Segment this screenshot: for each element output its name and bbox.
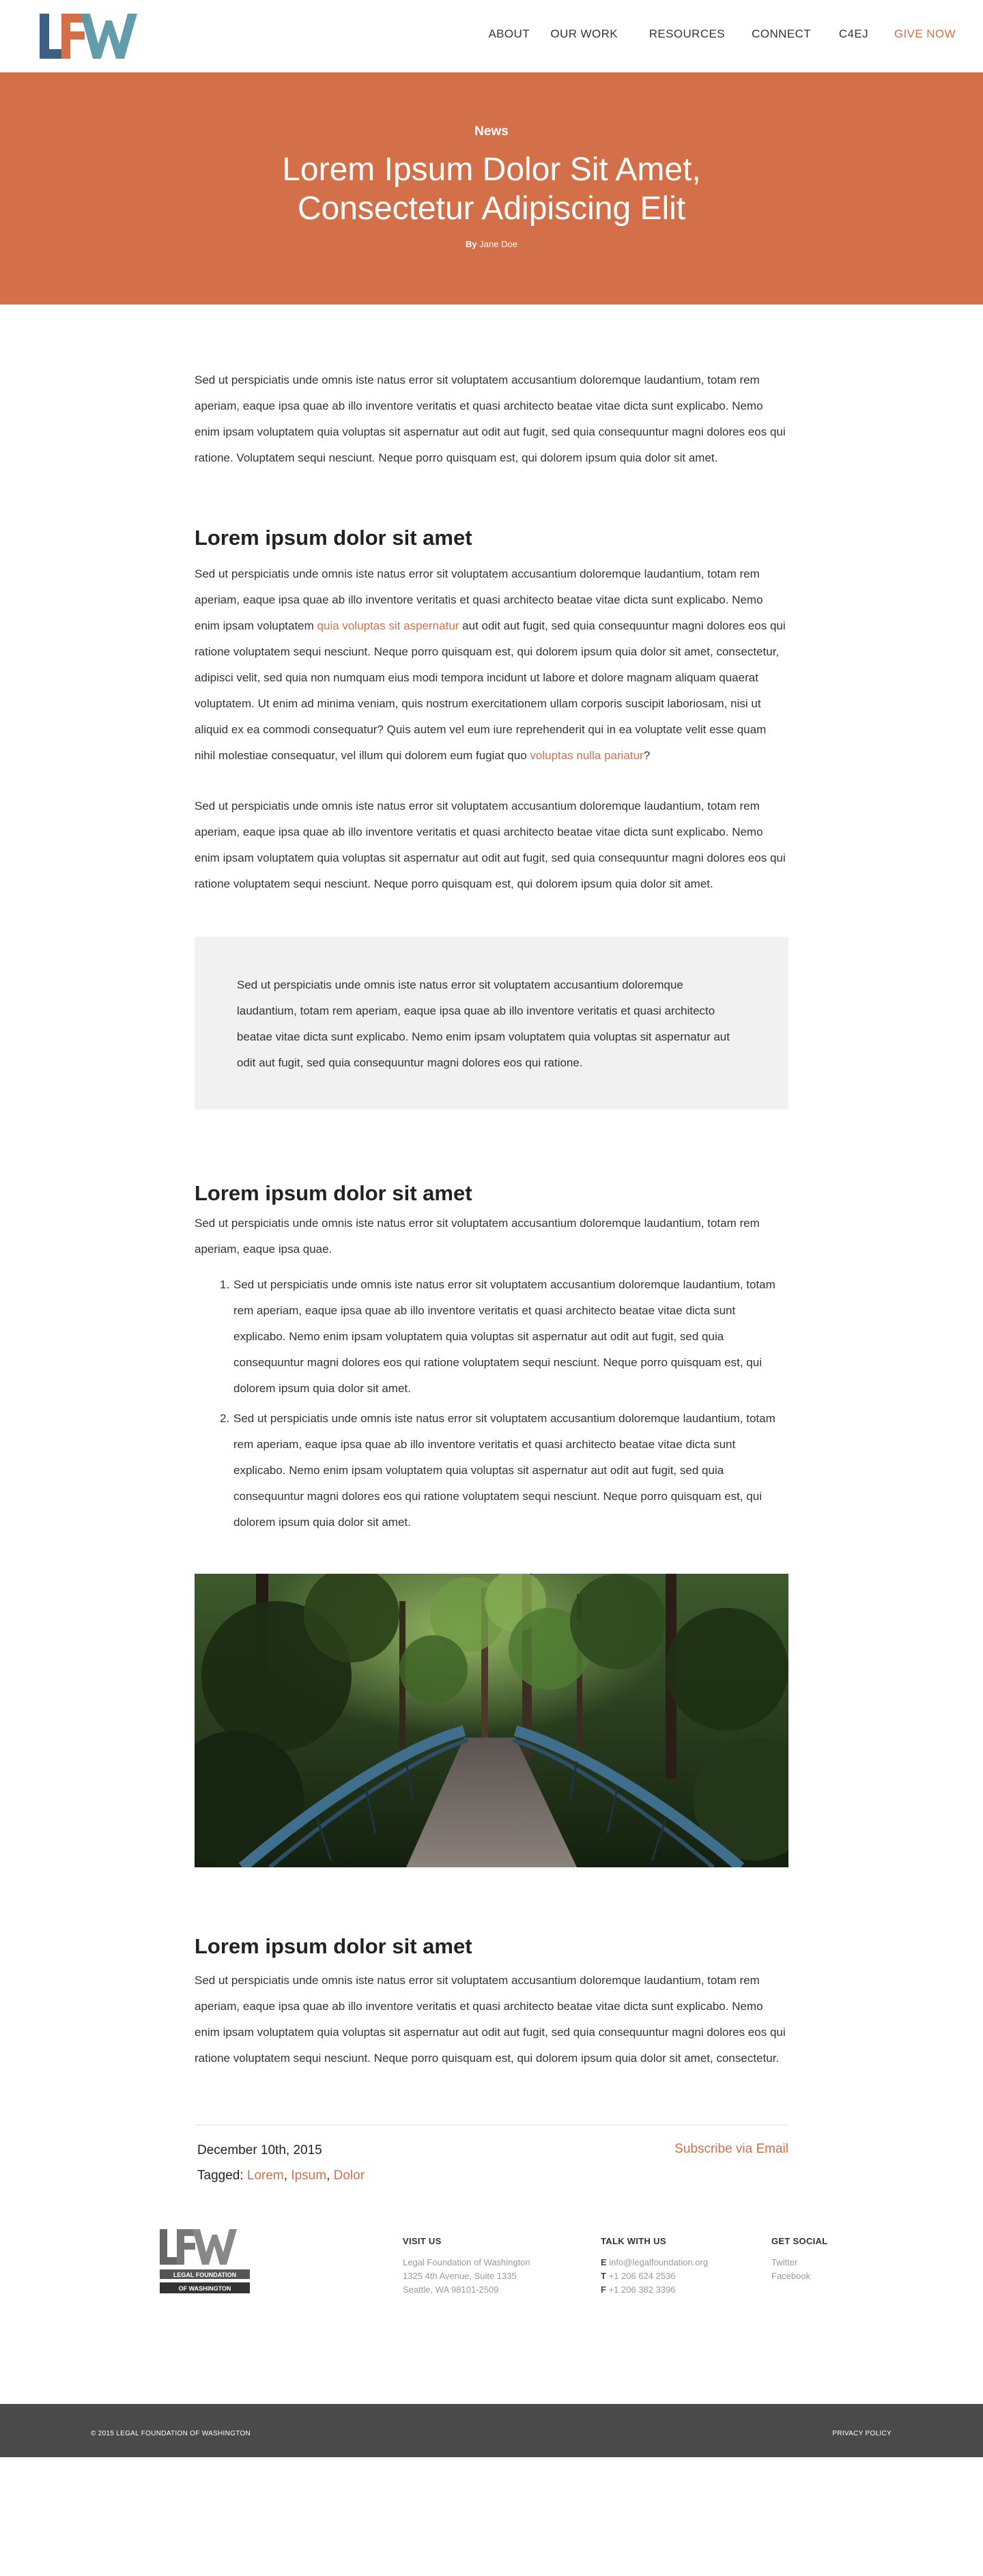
nav-item-give-now[interactable]: GIVE NOW xyxy=(894,27,956,40)
list-item-text: Sed ut perspiciatis unde omnis iste natus error sit voluptatem accusantium doloremque laudantium, totam rem aperiam, eaque ipsa quae ab illo inventore veritatis et quasi architecto beatae vitae dicta sunt explicabo. Nemo enim ipsam voluptatem quia voluptas sit aspernatur aut odit aut fugit, sed quia consequuntur magni dolores eos qui ratione voluptatem sequi nesciunt. Neque porro quisquam est, qui dolorem ipsum quia dolor sit amet. xyxy=(233,1412,775,1529)
list-item-text: Sed ut perspiciatis unde omnis iste natus error sit voluptatem accusantium doloremque laudantium, totam rem aperiam, eaque ipsa quae ab illo inventore veritatis et quasi architecto beatae vitae dicta sunt explicabo. Nemo enim ipsam voluptatem quia voluptas sit aspernatur aut odit aut fugit, sed quia consequuntur magni dolores eos qui ratione voluptatem sequi nesciunt. Neque porro quisquam est, qui dolorem ipsum quia dolor sit amet. xyxy=(233,1278,775,1395)
nav-item-our-work[interactable]: OUR WORK xyxy=(550,27,618,40)
section-heading: Lorem ipsum dolor sit amet xyxy=(195,1934,472,1958)
bottom-bar xyxy=(0,2404,983,2457)
contact-value: +1 206 624 2536 xyxy=(608,2271,676,2281)
page-title-line1: Lorem Ipsum Dolor Sit Amet, xyxy=(282,152,701,188)
tag-link[interactable]: Dolor xyxy=(333,2168,365,2183)
paragraph-text: ? xyxy=(643,749,651,762)
article-body xyxy=(195,305,788,2221)
nav-item-about[interactable]: ABOUT xyxy=(488,27,530,40)
ordered-list xyxy=(195,1272,788,1535)
byline-prefix: By xyxy=(466,239,477,249)
contact-label: F xyxy=(601,2284,606,2295)
footer-get-social xyxy=(771,2236,827,2283)
social-link-facebook[interactable]: Facebook xyxy=(771,2271,811,2281)
contact-fax xyxy=(601,2283,708,2297)
paragraph-text: aut odit aut fugit, sed quia consequuntur magni dolores eos qui ratione voluptatem sequi nesciunt. Neque porro quisquam est, qui dolorem ipsum quia dolor sit amet, consectetur, adipisci velit, sed quia non numquam eius modi tempora incidunt ut labore et dolore magnam aliquam quaerat voluptatem. Ut enim ad minima veniam, quis nostrum exercitationem ullam corporis suscipit laboriosam, nisi ut aliquid ex ea commodi consequatur? Quis autem vel eum iure reprehenderit qui in ea voluptate velit esse quam nihil molestiae consequatur, vel illum qui dolorem eum fugiat quo xyxy=(195,619,786,762)
social-link-twitter[interactable]: Twitter xyxy=(771,2257,798,2267)
contact-email xyxy=(601,2256,708,2269)
list-item-number: 2. xyxy=(220,1412,230,1425)
list-item-number: 1. xyxy=(220,1278,230,1291)
section-heading: Lorem ipsum dolor sit amet xyxy=(195,526,472,550)
copyright: © 2015 LEGAL FOUNDATION OF WASHINGTON xyxy=(91,2430,251,2437)
article-meta xyxy=(195,2125,788,2221)
hero-banner xyxy=(0,72,983,305)
contact-value: +1 206 382 3396 xyxy=(608,2284,676,2295)
contact-label: T xyxy=(601,2271,606,2281)
tags-label: Tagged: xyxy=(197,2168,244,2183)
lfw-footer-logo-icon xyxy=(160,2229,250,2295)
article-photo-forest-bridge xyxy=(195,1574,788,1867)
pull-quote xyxy=(195,937,788,1109)
page-title xyxy=(0,150,983,228)
tag-link[interactable]: Ipsum xyxy=(291,2168,327,2183)
footer-logo-caption-line2: OF WASHINGTON xyxy=(178,2285,231,2292)
tag-link[interactable]: Lorem xyxy=(246,2168,284,2183)
body-paragraph: Sed ut perspiciatis unde omnis iste natus error sit voluptatem accusantium doloremque laudantium, totam rem aperiam, eaque ipsa quae. xyxy=(195,1217,760,1256)
logo[interactable] xyxy=(40,14,150,59)
list-item xyxy=(220,1272,788,1402)
address-line: 1325 4th Avenue, Suite 1335 xyxy=(403,2271,517,2281)
list-item xyxy=(220,1406,788,1535)
nav-item-connect[interactable]: CONNECT xyxy=(752,27,811,40)
contact-value[interactable]: info@legalfoundation.org xyxy=(609,2257,709,2267)
page-title-line2: Consectetur Adipiscing Elit xyxy=(297,190,686,227)
contact-label: E xyxy=(601,2257,607,2267)
footer-talk-with-us xyxy=(601,2236,708,2297)
hero-category: News xyxy=(474,124,509,139)
body-paragraph: Sed ut perspiciatis unde omnis iste natus error sit voluptatem accusantium doloremque laudantium, totam rem aperiam, eaque ipsa quae ab illo inventore veritatis et quasi architecto beatae vitae dicta sunt explicabo. Nemo enim ipsam voluptatem quia voluptas sit aspernatur aut odit aut fugit, sed quia consequuntur magni dolores eos qui ratione voluptatem sequi nesciunt. Neque porro quisquam est, qui dolorem ipsum quia dolor sit amet, consectetur. xyxy=(195,1974,786,2065)
pull-quote-text: Sed ut perspiciatis unde omnis iste natus error sit voluptatem accusantium doloremque laudantium, totam rem aperiam, eaque ipsa quae ab illo inventore veritatis et quasi architecto beatae vitae dicta sunt explicabo. Nemo enim ipsam voluptatem quia voluptas sit aspernatur aut odit aut fugit, sed quia consequuntur magni dolores eos qui ratione. xyxy=(237,978,730,1069)
nav-item-resources[interactable]: RESOURCES xyxy=(649,27,725,40)
paragraph-text: Sed ut perspiciatis unde omnis iste natus error sit voluptatem accusantium doloremque laudantium, totam rem aperiam, eaque ipsa quae ab illo inventore veritatis et quasi architecto beatae vitae dicta sunt explicabo. Nemo enim ipsam voluptatem xyxy=(195,567,763,632)
byline xyxy=(0,239,983,249)
contact-phone xyxy=(601,2269,708,2283)
nav-item-c4ej[interactable]: C4EJ xyxy=(838,27,868,40)
site-footer xyxy=(0,2221,983,2404)
footer-logo-caption-line1: LEGAL FOUNDATION xyxy=(173,2271,237,2278)
body-paragraph: Sed ut perspiciatis unde omnis iste natus error sit voluptatem accusantium doloremque laudantium, totam rem aperiam, eaque ipsa quae ab illo inventore veritatis et quasi architecto beatae vitae dicta sunt explicabo. Nemo enim ipsam voluptatem quia voluptas sit aspernatur aut odit aut fugit, sed quia consequuntur magni dolores eos qui ratione voluptatem sequi nesciunt. Neque porro quisquam est, qui dolorem ipsum quia dolor sit amet. xyxy=(195,799,786,890)
footer-logo xyxy=(160,2229,250,2295)
body-paragraph xyxy=(195,561,788,769)
intro-paragraph: Sed ut perspiciatis unde omnis iste natus error sit voluptatem accusantium doloremque laudantium, totam rem aperiam, eaque ipsa quae ab illo inventore veritatis et quasi architecto beatae vitae dicta sunt explicabo. Nemo enim ipsam voluptatem quia voluptas sit aspernatur aut odit aut fugit, sed quia consequuntur magni dolores eos qui ratione. Voluptatem sequi nesciunt. Neque porro quisquam est, qui dolorem ipsum quia dolor sit amet. xyxy=(195,373,786,464)
inline-link[interactable]: quia voluptas sit aspernatur xyxy=(317,619,459,632)
address-line: Seattle, WA 98101-2509 xyxy=(403,2284,499,2295)
post-tags: Tagged: Lorem, Ipsum, Dolor xyxy=(197,2168,365,2183)
forest-bridge-image xyxy=(195,1574,788,1867)
footer-visit-us xyxy=(403,2236,530,2297)
subscribe-email-link[interactable]: Subscribe via Email xyxy=(674,2142,788,2156)
footer-heading: VISIT US xyxy=(403,2236,442,2246)
privacy-policy-link[interactable]: PRIVACY POLICY xyxy=(832,2430,892,2437)
footer-heading: TALK WITH US xyxy=(601,2236,666,2246)
inline-link[interactable]: voluptas nulla pariatur xyxy=(530,749,644,762)
footer-heading: GET SOCIAL xyxy=(771,2236,828,2246)
address-line: Legal Foundation of Washington xyxy=(403,2257,530,2267)
section-heading: Lorem ipsum dolor sit amet xyxy=(195,1181,472,1205)
site-header xyxy=(0,0,983,72)
lfw-logo-icon xyxy=(40,14,150,59)
byline-author: Jane Doe xyxy=(479,239,517,249)
post-date: December 10th, 2015 xyxy=(197,2143,322,2157)
